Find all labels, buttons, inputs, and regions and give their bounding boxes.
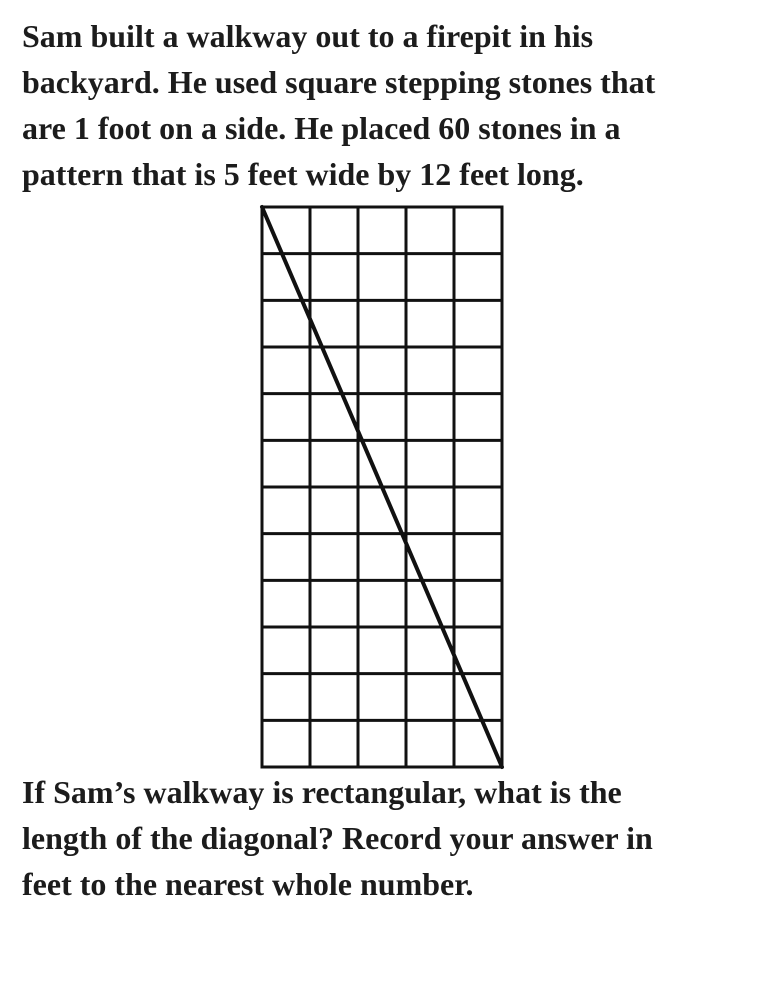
question-line: length of the diagonal? Record your answer in — [22, 820, 653, 856]
walkway-grid-figure — [258, 204, 506, 770]
question-prompt — [22, 769, 742, 907]
intro-line: Sam built a walkway out to a firepit in his — [22, 18, 594, 54]
intro-line: pattern that is 5 feet wide by 12 feet long. — [22, 156, 584, 192]
question-line: feet to the nearest whole number. — [22, 866, 474, 902]
question-line: If Sam’s walkway is rectangular, what is the — [22, 774, 622, 810]
intro-line: are 1 foot on a side. He placed 60 stones in a — [22, 110, 621, 146]
problem-intro — [22, 13, 742, 197]
intro-line: backyard. He used square stepping stones that — [22, 64, 656, 100]
